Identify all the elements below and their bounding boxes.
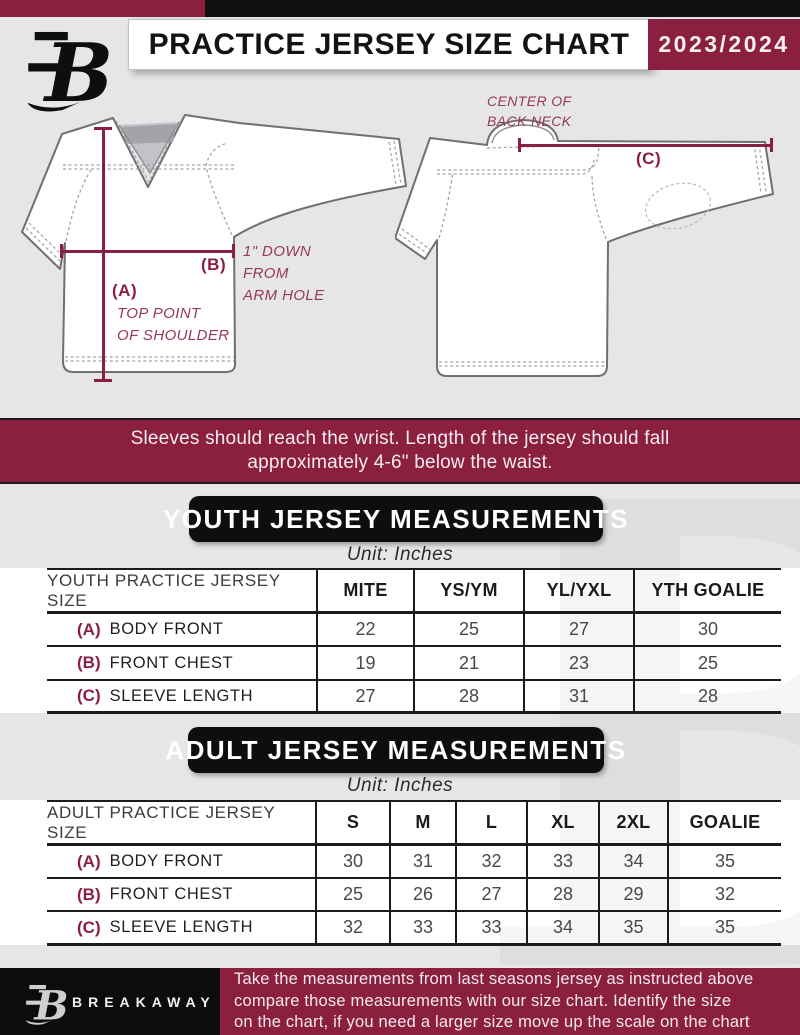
table-cell: 31: [389, 846, 455, 879]
logo-letter-footer: B: [34, 980, 68, 1025]
breakaway-logo-mark: [20, 20, 112, 112]
table-cell: 30: [633, 614, 781, 647]
table-cell: 35: [598, 912, 667, 946]
table-cell: 23: [523, 647, 633, 681]
back-note-c-line2: BACK NECK: [487, 113, 572, 130]
table-cell: 28: [526, 879, 598, 912]
measurement-line-c-cap-left: [518, 138, 521, 152]
logo-letter: B: [44, 25, 112, 112]
season-box: [648, 19, 800, 70]
table-cell: 32: [315, 912, 389, 946]
measurement-line-b: [62, 250, 233, 253]
table-cell: 34: [598, 846, 667, 879]
front-note-b-line2: FROM: [243, 264, 289, 282]
youth-col-ylyxl: YL/YXL: [523, 570, 633, 614]
table-cell: 33: [526, 846, 598, 879]
top-strip-black: [205, 0, 800, 17]
adult-unit-label: Unit: Inches: [346, 775, 454, 796]
measurement-line-c-cap-right: [770, 138, 773, 152]
row-key: (A): [77, 619, 101, 639]
adult-col-2xl: 2XL: [598, 802, 667, 846]
table-cell: 19: [316, 647, 413, 681]
table-cell: 32: [667, 879, 781, 912]
youth-col-ysym: YS/YM: [413, 570, 523, 614]
adult-col-xl: XL: [526, 802, 598, 846]
adult-col-m: M: [389, 802, 455, 846]
table-cell: 27: [316, 681, 413, 714]
table-cell: 25: [413, 614, 523, 647]
table-cell: 35: [667, 846, 781, 879]
adult-heading: ADULT JERSEY MEASUREMENTS: [165, 734, 627, 765]
back-note-c-line1: CENTER OF: [487, 93, 572, 109]
notice-line2: approximately 4-6" below the waist.: [247, 452, 553, 473]
front-note-a: [117, 303, 229, 347]
front-note-b-line1: 1" DOWN: [243, 243, 312, 260]
row-key: (B): [77, 884, 101, 904]
table-cell: 27: [523, 614, 633, 647]
row-key: (A): [77, 851, 101, 871]
front-label-a: (A): [112, 281, 138, 300]
table-cell: 33: [455, 912, 526, 946]
front-label-b: (B): [201, 255, 227, 274]
measurement-line-a-cap-bottom: [94, 379, 112, 382]
footer-line3: on the chart, if you need a larger size move up the scale on the chart: [234, 1013, 750, 1032]
title-box: [128, 19, 650, 70]
row-name: BODY FRONT: [109, 852, 224, 870]
front-note-b: [243, 241, 325, 306]
table-cell: 25: [633, 647, 781, 681]
footer-brand-block: [0, 968, 220, 1035]
adult-row-b-label: [47, 879, 315, 912]
measurement-line-a-cap-top: [94, 127, 112, 130]
table-cell: 35: [667, 912, 781, 946]
youth-size-header: YOUTH PRACTICE JERSEY SIZE: [47, 570, 316, 614]
notice-banner: [0, 418, 800, 484]
youth-row-b-label: [47, 647, 316, 681]
adult-section-header: [165, 727, 627, 773]
table-cell: 28: [633, 681, 781, 714]
measurement-line-c: [520, 144, 772, 147]
table-cell: 28: [413, 681, 523, 714]
row-name: BODY FRONT: [109, 620, 224, 638]
front-note-a-line1: TOP POINT: [117, 305, 201, 322]
front-note-b-line3: ARM HOLE: [243, 286, 325, 304]
adult-size-header: ADULT PRACTICE JERSEY SIZE: [47, 802, 315, 846]
back-note-c: [487, 91, 572, 132]
row-name: FRONT CHEST: [109, 653, 234, 672]
footer-brand-name: BREAKAWAY: [72, 993, 216, 1010]
row-name: SLEEVE LENGTH: [109, 686, 254, 705]
table-cell: 31: [523, 681, 633, 714]
adult-col-goalie: GOALIE: [667, 802, 781, 846]
adult-table: [47, 800, 781, 946]
table-cell: 34: [526, 912, 598, 946]
table-cell: 22: [316, 614, 413, 647]
row-name: FRONT CHEST: [109, 885, 234, 903]
table-cell: 27: [455, 879, 526, 912]
adult-row-a-label: [47, 846, 315, 879]
youth-section-header: [162, 496, 630, 542]
season-label: 2023/2024: [658, 31, 790, 57]
row-key: (B): [77, 653, 101, 672]
measurement-line-b-cap-right: [232, 244, 235, 258]
table-cell: 30: [315, 846, 389, 879]
table-cell: 21: [413, 647, 523, 681]
table-cell: 29: [598, 879, 667, 912]
youth-unit-label: Unit: Inches: [346, 544, 454, 565]
youth-col-goalie: YTH GOALIE: [633, 570, 781, 614]
adult-col-l: L: [455, 802, 526, 846]
youth-col-mite: MITE: [316, 570, 413, 614]
row-key: (C): [77, 917, 101, 937]
table-cell: 25: [315, 879, 389, 912]
row-name: SLEEVE LENGTH: [109, 918, 254, 936]
measurement-line-b-cap-left: [60, 244, 63, 258]
table-cell: 32: [455, 846, 526, 879]
jersey-back-diagram: [395, 110, 800, 395]
youth-row-c-label: [47, 681, 316, 714]
footer-line2: compare those measurements with our size chart. Identify the size: [234, 991, 732, 1010]
youth-heading: YOUTH JERSEY MEASUREMENTS: [162, 503, 630, 534]
youth-table: [47, 568, 781, 714]
notice-line1: Sleeves should reach the wrist. Length of the jersey should fall: [130, 428, 670, 449]
top-strip-maroon: [0, 0, 205, 17]
measurement-line-a: [102, 129, 105, 381]
adult-row-c-label: [47, 912, 315, 946]
adult-col-s: S: [315, 802, 389, 846]
page-title: PRACTICE JERSEY SIZE CHART: [148, 27, 630, 61]
table-cell: 26: [389, 879, 455, 912]
back-label-c: (C): [636, 149, 662, 168]
table-cell: 33: [389, 912, 455, 946]
footer-line1: Take the measurements from last seasons jersey as instructed above: [234, 970, 754, 989]
breakaway-logo-mark-footer: [22, 979, 68, 1025]
youth-row-a-label: [47, 614, 316, 647]
row-key: (C): [77, 686, 101, 705]
footer-instructions: [220, 968, 800, 1035]
front-note-a-line2: OF SHOULDER: [117, 326, 230, 344]
